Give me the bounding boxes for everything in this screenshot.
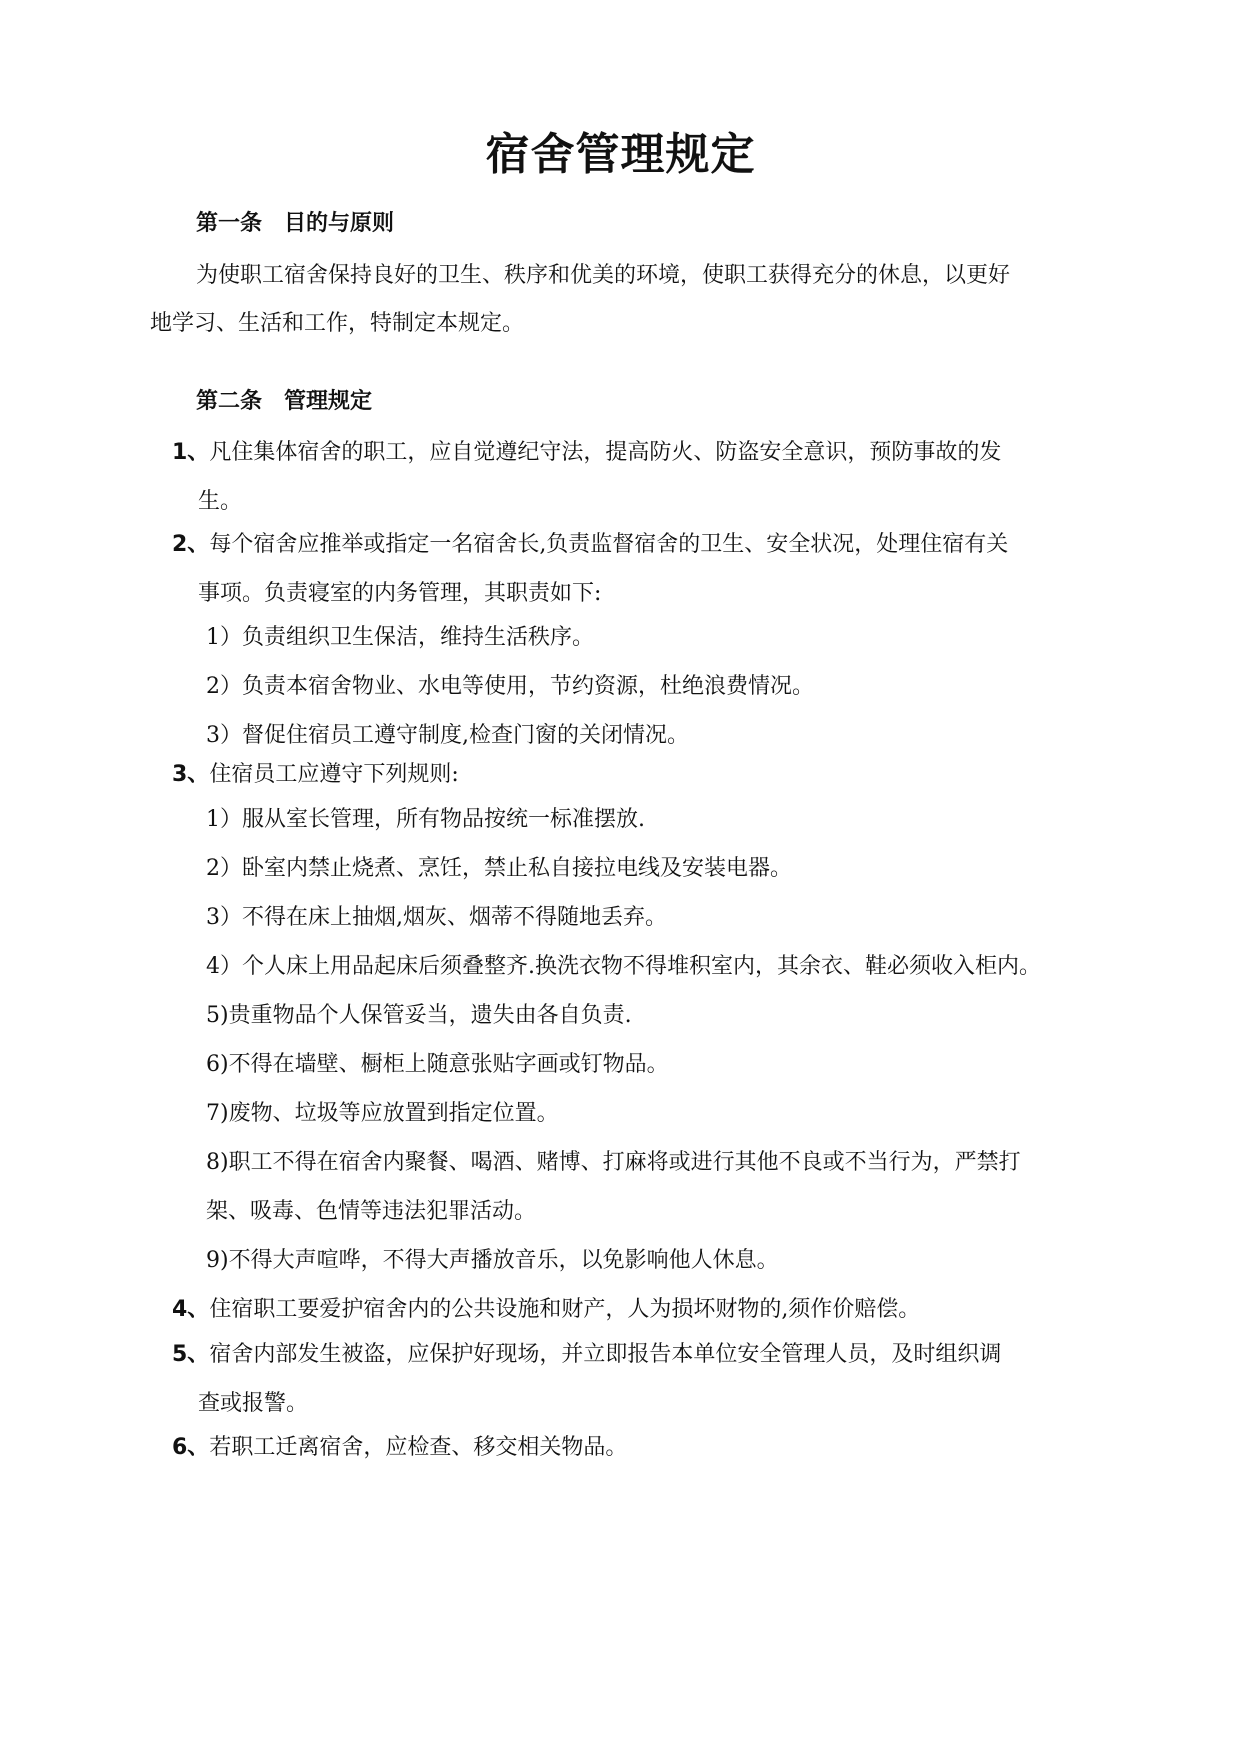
rule-item: 6)不得在墙壁、橱柜上随意张贴字画或钉物品。 (206, 1052, 669, 1077)
rule-item: 8)职工不得在宿舍内聚餐、喝酒、赌博、打麻将或进行其他不良或不当行为，严禁打 (206, 1150, 1021, 1175)
item-number: 2、 (172, 532, 210, 557)
item-text: 住宿员工应遵守下列规则: (209, 762, 459, 787)
item-text: 宿舍内部发生被盗，应保护好现场，并立即报告本单位安全管理人员，及时组织调 (209, 1342, 1002, 1367)
item-number: 6、 (172, 1435, 210, 1460)
duty-item: 1）负责组织卫生保洁，维持生活秩序。 (206, 625, 594, 650)
item-text: 生。 (198, 489, 243, 514)
list-item (172, 1423, 1114, 1472)
item-text: 若职工迁离宿舍，应检查、移交相关物品。 (209, 1435, 628, 1460)
page-title: 宿舍管理规定 (485, 129, 756, 180)
paragraph-line: 地学习、生活和工作，特制定本规定。 (150, 311, 525, 336)
rule-item: 7)废物、垃圾等应放置到指定位置。 (206, 1101, 559, 1126)
article-2-heading: 第二条 管理规定 (196, 389, 373, 414)
list-item (172, 750, 1114, 799)
item-number: 1、 (172, 440, 210, 465)
item-text: 事项。负责寝室的内务管理，其职责如下: (198, 581, 602, 606)
paragraph-line: 为使职工宿舍保持良好的卫生、秩序和优美的环境，使职工获得充分的休息，以更好 (196, 263, 1011, 288)
item-number: 3、 (172, 762, 210, 787)
article-1-paragraph (150, 252, 1110, 348)
item-text: 住宿职工要爱护宿舍内的公共设施和财产，人为损坏财物的,须作价赔偿。 (209, 1297, 921, 1322)
duty-item: 2）负责本宿舍物业、水电等使用，节约资源，杜绝浪费情况。 (206, 674, 814, 699)
list-item (172, 1285, 1114, 1334)
rule-item: 1）服从室长管理，所有物品按统一标准摆放. (206, 807, 645, 832)
list-item (172, 520, 1114, 618)
duty-item: 3）督促住宿员工遵守制度,检查门窗的关闭情况。 (206, 723, 689, 748)
item-number: 4、 (172, 1297, 210, 1322)
item-text: 每个宿舍应推举或指定一名宿舍长,负责监督宿舍的卫生、安全状况，处理住宿有关 (209, 532, 1009, 557)
rule-list (206, 795, 1116, 1285)
item-number: 5、 (172, 1342, 210, 1367)
article-1-heading: 第一条 目的与原则 (196, 211, 395, 236)
rule-item: 5)贵重物品个人保管妥当，遗失由各自负责. (206, 1003, 632, 1028)
item-text: 凡住集体宿舍的职工，应自觉遵纪守法，提高防火、防盗安全意识，预防事故的发 (209, 440, 1002, 465)
rule-item: 4）个人床上用品起床后须叠整齐.换洗衣物不得堆积室内，其余衣、鞋必须收入柜内。 (206, 954, 1041, 979)
duty-list (206, 613, 1116, 760)
rule-item-continuation: 架、吸毒、色情等违法犯罪活动。 (206, 1199, 537, 1224)
rule-item: 9)不得大声喧哗，不得大声播放音乐，以免影响他人休息。 (206, 1248, 779, 1273)
rule-item: 2）卧室内禁止烧煮、烹饪，禁止私自接拉电线及安装电器。 (206, 856, 792, 881)
list-item (172, 1330, 1114, 1428)
item-text: 查或报警。 (198, 1391, 309, 1416)
list-item (172, 428, 1114, 526)
rule-item: 3）不得在床上抽烟,烟灰、烟蒂不得随地丢弃。 (206, 905, 667, 930)
